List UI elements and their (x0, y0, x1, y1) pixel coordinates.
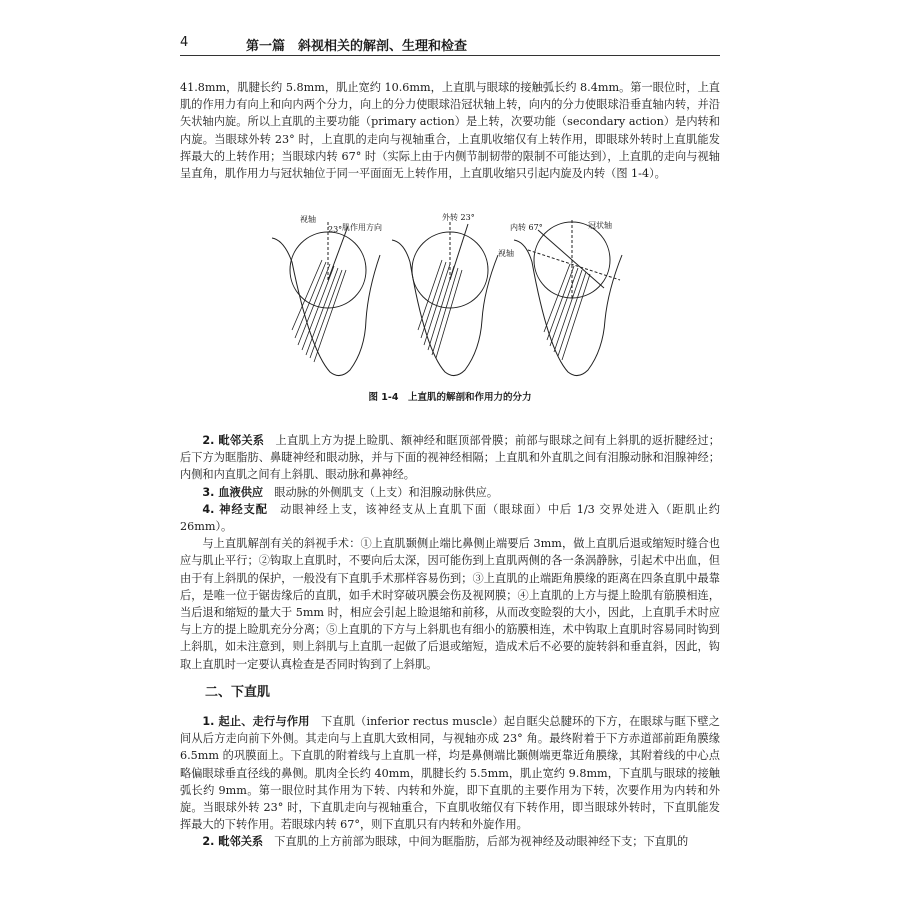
label-adduction-67: 内转 67° (510, 223, 543, 232)
figure-caption: 图 1-4 上直肌的解剖和作用力的分力 (368, 392, 532, 403)
items-block-2 (180, 713, 720, 851)
label-visual-axis-1: 视轴 (300, 215, 316, 224)
items-block-1 (180, 432, 720, 673)
label-angle-23: 23° (328, 225, 343, 234)
item-adjacency (180, 432, 720, 484)
item-heading: 4. 神经支配 (202, 502, 268, 516)
item-heading: 3. 血液供应 (202, 485, 264, 499)
item-blood-supply (180, 484, 720, 501)
item-heading: 1. 起止、走行与作用 (202, 715, 310, 728)
item-heading: 2. 毗邻关系 (202, 434, 265, 447)
figure-1-4 (270, 200, 630, 385)
item-text: 上直肌上方为提上睑肌、额神经和眶顶部骨膜；前部与眼球之间有上斜肌的返折腱经过；后下方为眶脂肪、鼻睫神经和眼动脉，并与下面的视神经相隔；上直肌和外直肌之间有泪腺动脉和泪腺神经；内侧和内直肌之间有上斜肌、眼动脉和鼻神经。 (180, 434, 720, 482)
surgery-paragraph: 与上直肌解剖有关的斜视手术：①上直肌颞侧止端比鼻侧止端要后 3mm，做上直肌后退或缩短时缝合也应与肌止平行；②钩取上直肌时，不要向后太深，因可能伤到上直肌两侧的各一条涡静脉，引起术中出血，但由于有上斜肌的保护，一般没有下直肌手术那样容易伤到；③上直肌的止端距角膜缘的距离在四条直肌中最靠后，是唯一位于锯齿缘后的直肌，如手术时穿破巩膜会伤及视网膜；④上直肌的上方与提上睑肌有筋膜相连，当后退和缩短的量大于 5mm 时，相应会引起上睑退缩和前移，从而改变睑裂的大小，因此，上直肌手术时应与上方的提上睑肌充分分离；⑤上直肌的下方与上斜肌也有细小的筋膜相连，术中钩取上直肌时容易同时钩到上斜肌，如未注意到，则上斜肌与上直肌一起做了后退或缩短，造成术后不必要的旋转斜和垂直斜，因此，钩取上直肌时一定要认真检查是否同时钩到了上斜肌。 (180, 537, 720, 671)
running-header (180, 33, 720, 56)
label-coronal-axis: 冠状轴 (588, 221, 612, 230)
label-abduction-23: 外转 23° (442, 213, 475, 222)
item-text: 动眼神经上支，该神经支从上直肌下面（眼球面）中后 1/3 交界处进入（距肌止约 26mm）。 (180, 502, 720, 534)
item-text: 眼动脉的外侧肌支（上支）和泪腺动脉供应。 (274, 485, 499, 499)
intro-paragraph: 41.8mm，肌腱长约 5.8mm，肌止宽约 10.6mm，上直肌与眼球的接触弧长约 8.4mm。第一眼位时，上直肌的作用力有向上和向内两个分力，向上的分力使眼球沿冠状轴上转，向内的分力使眼球沿垂直轴内转，并沿矢状轴内旋。所以上直肌的主要功能（primary action）是上转，次要功能（secondary action）是内转和内旋。当眼球外转 23° 时，上直肌的走向与视轴重合，上直肌收缩仅有上转作用，即眼球外转时上直肌能发挥最大的上转作用；当眼球内转 67° 时（实际上由于内侧节制韧带的限制不可能达到），上直肌的走向与视轴呈直角，肌作用力与冠状轴位于同一平面面无上转作用，上直肌收缩只引起内旋及内转（图 1-4）。 (180, 81, 720, 181)
item-innervation (180, 501, 720, 535)
page-number: 4 (180, 35, 189, 50)
label-force-direction: 肌作用方向 (342, 223, 382, 232)
item-heading: 2. 毗邻关系 (202, 835, 264, 849)
orbit-wall-3 (514, 240, 622, 376)
label-visual-axis-3: 视轴 (498, 249, 514, 258)
figure-drawing (270, 200, 630, 385)
item-origin-insertion (180, 713, 720, 833)
intro-paragraph-block (180, 79, 720, 182)
item-text: 下直肌的上方前部为眼球，中间为眶脂肪，后部为视神经及动眼神经下支；下直肌的 (274, 835, 689, 849)
section-title: 二、下直肌 (205, 685, 271, 700)
item-adjacency-2 (180, 833, 720, 850)
item-text: 下直肌（inferior rectus muscle）起自眶尖总腱环的下方，在眼球与眶下壁之间从后方走向前下外侧。其走向与上直肌大致相同，与视轴亦成 23° 角。最终附着于下方赤道部前距角膜缘 6.5mm 的巩膜面上。下直肌的附着线与上直肌一样，均是鼻侧端比颞侧端更靠近角膜缘，其附着线的中心点略偏眼球垂直径线的鼻侧。肌肉全长约 40mm，肌腱长约 5.5mm，肌止宽约 9.8mm，下直肌与眼球的接触弧长约 9mm。第一眼位时其作用为下转、内转和外旋，即下直肌的主要作用为下转，次要作用为内转和外旋。当眼球外转 23° 时，下直肌走向与视轴重合，下直肌收缩仅有下转作用，即当眼球外转时，下直肌能发挥最大的下转作用。若眼球内转 67°，则下直肌只有内转和外旋作用。 (180, 715, 720, 832)
part-title: 第一篇 斜视相关的解剖、生理和检查 (246, 39, 468, 54)
